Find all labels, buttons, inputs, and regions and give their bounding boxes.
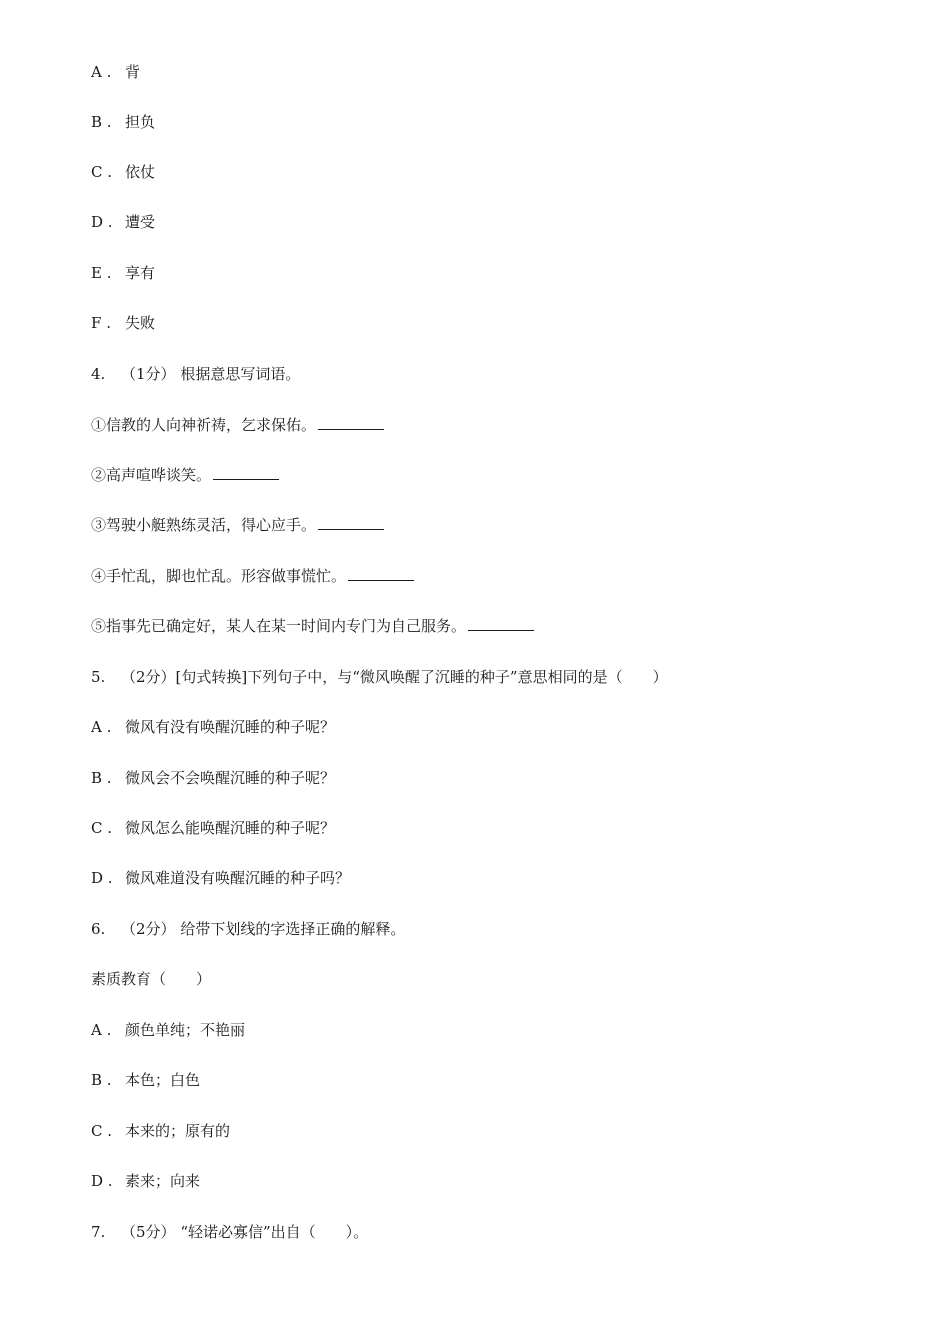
- q3-option-b: B . 担负: [91, 113, 156, 131]
- answer-blank[interactable]: [348, 566, 414, 581]
- q4-item-3: ③驾驶小艇熟练灵活，得心应手。: [91, 515, 384, 535]
- q3-option-a: A . 背: [91, 63, 141, 81]
- q6-option-b: B . 本色；白色: [91, 1071, 201, 1089]
- q7-stem: 7. （5分） “轻诺必寡信”出自（ ）。: [91, 1223, 369, 1241]
- answer-blank[interactable]: [213, 465, 279, 480]
- q5-option-b: B . 微风会不会唤醒沉睡的种子呢？: [91, 769, 336, 787]
- q3-option-d: D . 遭受: [91, 213, 156, 231]
- q3-option-e: E . 享有: [91, 264, 156, 282]
- q4-item-1: ①信教的人向神祈祷，乞求保佑。: [91, 415, 384, 435]
- q6-subquestion: 素质教育（ ）: [91, 970, 212, 988]
- q3-option-f: F . 失败: [91, 314, 156, 332]
- answer-blank[interactable]: [318, 515, 384, 530]
- q4-item-4: ④手忙乱，脚也忙乱。形容做事慌忙。: [91, 566, 414, 586]
- q5-option-d: D . 微风难道没有唤醒沉睡的种子吗？: [91, 869, 351, 887]
- q6-option-d: D . 素来；向来: [91, 1172, 201, 1190]
- q5-option-a: A . 微风有没有唤醒沉睡的种子呢？: [91, 718, 336, 736]
- q4-stem: 4. （1分） 根据意思写词语。: [91, 365, 301, 383]
- q3-option-c: C . 依仗: [91, 163, 156, 181]
- q5-stem: 5. （2分）[句式转换]下列句子中，与“微风唤醒了沉睡的种子”意思相同的是（ ）: [91, 668, 668, 686]
- q6-option-a: A . 颜色单纯；不艳丽: [91, 1021, 246, 1039]
- q6-option-c: C . 本来的；原有的: [91, 1122, 231, 1140]
- q6-stem: 6. （2分） 给带下划线的字选择正确的解释。: [91, 920, 406, 938]
- q4-item-2: ②高声喧哗谈笑。: [91, 465, 279, 485]
- q4-item-5: ⑤指事先已确定好，某人在某一时间内专门为自己服务。: [91, 616, 534, 636]
- answer-blank[interactable]: [318, 415, 384, 430]
- q5-option-c: C . 微风怎么能唤醒沉睡的种子呢？: [91, 819, 336, 837]
- answer-blank[interactable]: [468, 616, 534, 631]
